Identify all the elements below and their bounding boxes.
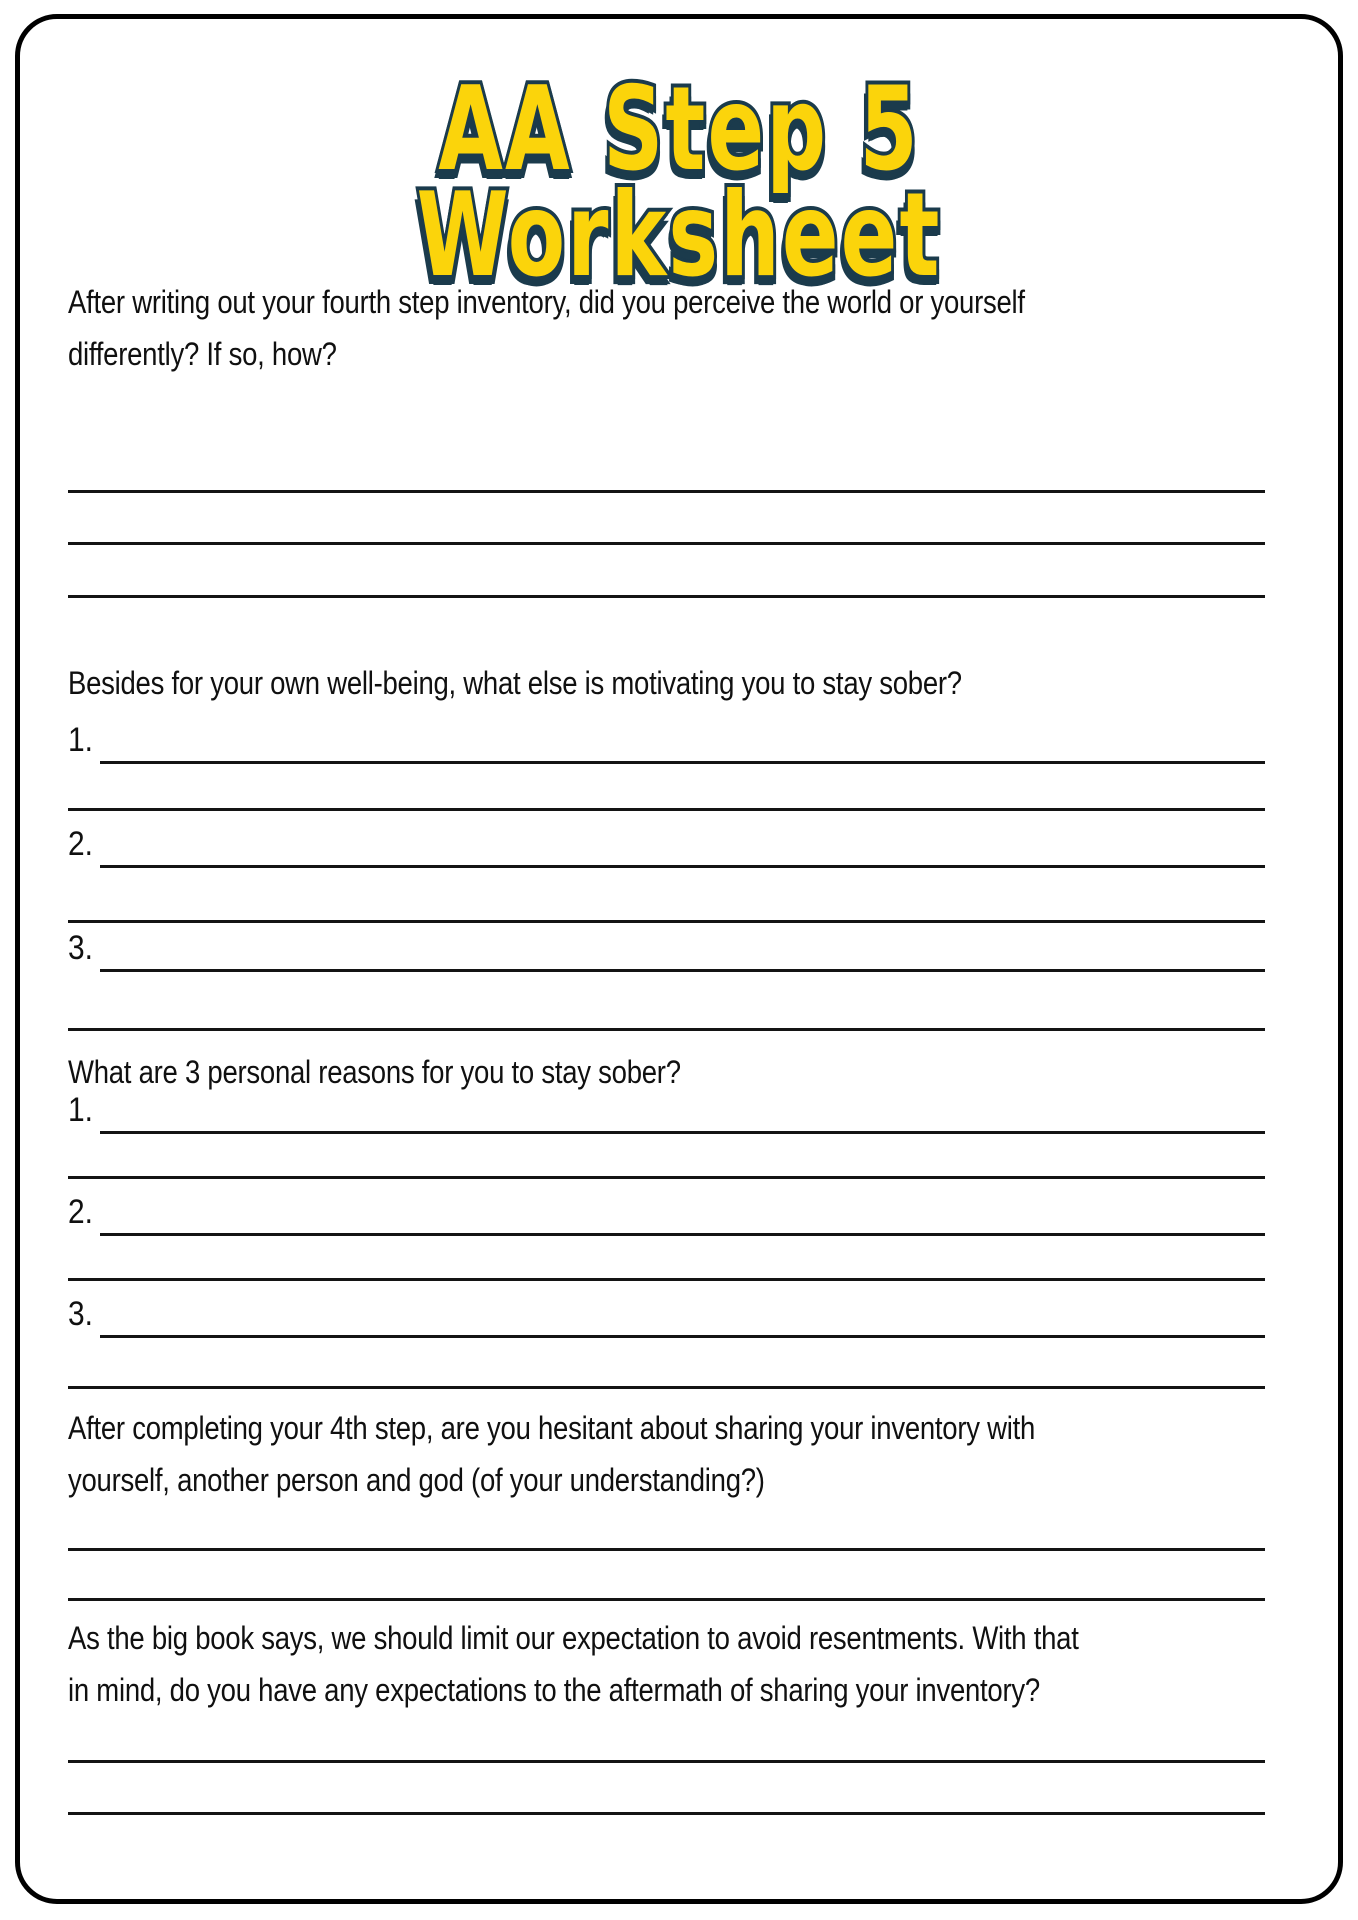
title-line-2: Worksheet: [416, 168, 942, 303]
item-number: 3.: [68, 929, 93, 967]
item-number: 2.: [68, 825, 93, 863]
answer-line: [68, 920, 1265, 923]
answer-line: [68, 1598, 1265, 1601]
question-1-text: [68, 276, 1181, 380]
question-1-line-2: differently? If so, how?: [68, 336, 337, 372]
question-4-line-2: yourself, another person and god (of your understanding?): [68, 1462, 765, 1498]
answer-line: [100, 761, 1265, 764]
answer-line: [100, 1233, 1265, 1236]
answer-line: [68, 1278, 1265, 1281]
numbered-item: [68, 822, 1265, 868]
question-4-line-1: After completing your 4th step, are you hesitant about sharing your inventory with: [68, 1410, 1036, 1446]
item-number: 2.: [68, 1193, 93, 1231]
answer-line: [68, 1028, 1265, 1031]
answer-line: [68, 808, 1265, 811]
question-4-text: [68, 1402, 1192, 1506]
numbered-item: [68, 1088, 1265, 1134]
answer-line: [68, 490, 1265, 493]
question-2-text: [68, 657, 1107, 709]
answer-line: [68, 1760, 1265, 1763]
answer-line: [68, 595, 1265, 598]
answer-line: [68, 1548, 1265, 1551]
answer-line: [100, 865, 1265, 868]
answer-line: [68, 1812, 1265, 1815]
answer-line: [100, 1335, 1265, 1338]
question-5-line-1: As the big book says, we should limit our expectation to avoid resentments. With that: [68, 1620, 1079, 1656]
answer-line: [68, 542, 1265, 545]
numbered-item: [68, 926, 1265, 972]
answer-line: [100, 969, 1265, 972]
item-number: 1.: [68, 721, 93, 759]
item-number: 1.: [68, 1091, 93, 1129]
item-number: 3.: [68, 1295, 93, 1333]
question-5-line-2: in mind, do you have any expectations to the aftermath of sharing your inventory?: [68, 1672, 1040, 1708]
numbered-item: [68, 1292, 1265, 1338]
question-2-line-1: Besides for your own well-being, what else is motivating you to stay sober?: [68, 665, 962, 701]
numbered-item: [68, 718, 1265, 764]
title-line-1: AA Step 5: [438, 62, 920, 197]
question-5-text: [68, 1612, 1243, 1716]
question-3-line-1: What are 3 personal reasons for you to stay sober?: [68, 1054, 681, 1090]
answer-line: [100, 1131, 1265, 1134]
answer-line: [68, 1386, 1265, 1389]
question-1-line-1: After writing out your fourth step inventory, did you perceive the world or yourself: [68, 284, 1025, 320]
answer-line: [68, 1176, 1265, 1179]
numbered-item: [68, 1190, 1265, 1236]
